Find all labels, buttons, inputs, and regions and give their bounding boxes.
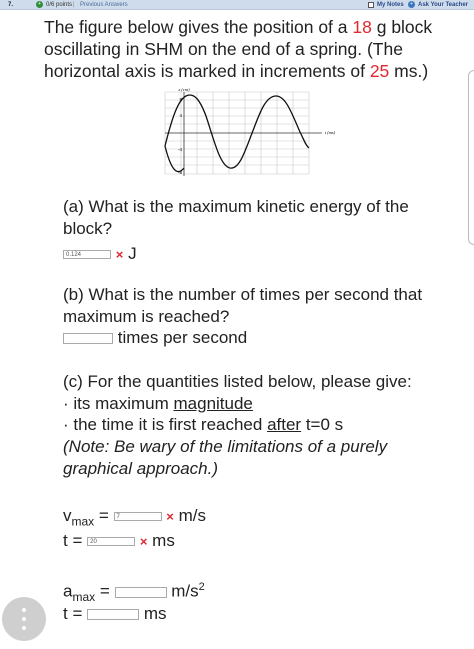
part-a-answer-input[interactable]: 0.124 [63, 250, 111, 259]
amax-unit: m/s [171, 581, 199, 601]
part-c-bullet-1 [63, 393, 443, 415]
part-b-unit: times per second [117, 328, 248, 347]
t2-row [63, 603, 443, 625]
vmax-label: v [63, 506, 72, 525]
t2-label: t = [63, 604, 88, 623]
y-tick-neg8: -8 [177, 170, 182, 175]
points-status-icon: + [36, 1, 43, 8]
part-a-unit: J [128, 244, 137, 263]
bullet-2-underlined: after [267, 415, 302, 434]
bullet-1-text: · its maximum [63, 394, 174, 413]
increment-value: 25 [369, 61, 390, 81]
part-a-question: (a) What is the maximum kinetic energy of the block? [63, 197, 409, 238]
vmax-subscript: max [71, 514, 95, 529]
vmax-row [63, 505, 443, 532]
previous-answers-link[interactable]: Previous Answers [80, 2, 128, 8]
vmax-equals: = [94, 506, 114, 525]
ask-teacher-link[interactable]: Ask Your Teacher [418, 2, 469, 8]
t2-answer-input[interactable] [87, 609, 139, 620]
amax-subscript: max [72, 590, 96, 605]
intro-text-1: The figure below gives the position of a [44, 17, 353, 37]
separator: | [73, 2, 75, 8]
t1-answer-input[interactable]: 20 [87, 537, 135, 546]
vmax-answer-input[interactable]: 7 [114, 512, 162, 521]
part-b-answer-input[interactable] [63, 333, 113, 344]
intro-text-2: g block oscillating in SHM on the end of a spring. (The horizontal axis is marked in increments of [44, 17, 433, 81]
bullet-2-end: t=0 s [301, 415, 344, 434]
mass-value: 18 [352, 17, 372, 37]
question-intro [44, 16, 454, 82]
y-tick-4: 4 [179, 113, 182, 118]
y-tick-8: 8 [179, 97, 182, 102]
amax-answer-input[interactable] [115, 587, 167, 598]
t1-unit: ms [152, 531, 175, 550]
bullet-1-underlined: magnitude [173, 394, 253, 413]
points-label: 0/6 points [46, 2, 73, 8]
my-notes-checkbox[interactable] [368, 2, 374, 8]
incorrect-icon: × [139, 534, 148, 549]
question-number: 7. [8, 2, 14, 8]
question-header-bar [0, 0, 474, 10]
ask-teacher-icon[interactable]: + [408, 1, 415, 8]
amax-label: a [63, 581, 73, 601]
part-c-intro: (c) For the quantities listed below, please give: [63, 372, 412, 391]
position-time-graph [162, 88, 342, 180]
t2-unit: ms [143, 604, 167, 623]
t1-row [63, 530, 443, 553]
bullet-2-text: · the time it is first reached [63, 415, 268, 434]
part-b-answer-row [63, 327, 443, 349]
amax-equals: = [95, 581, 115, 601]
part-b-question: (b) What is the number of times per second that maximum is reached? [63, 285, 423, 326]
amax-unit-sup: 2 [198, 581, 205, 593]
intro-text-3: ms.) [389, 61, 429, 81]
incorrect-icon: × [115, 247, 124, 262]
my-notes-link[interactable]: My Notes [377, 2, 404, 8]
incorrect-icon: × [166, 509, 174, 524]
more-dots-icon[interactable] [2, 597, 46, 641]
y-axis-label: x (cm) [178, 88, 190, 92]
y-tick-neg4: -4 [177, 147, 182, 152]
t1-label: t = [63, 531, 88, 550]
part-c-bullet-2 [63, 414, 443, 436]
vmax-unit: m/s [178, 506, 206, 525]
x-axis-label: t (ms) [324, 130, 336, 135]
part-a-answer-row [63, 243, 443, 266]
part-c-note: (Note: Be wary of the limitations of a purely graphical approach.) [63, 437, 388, 478]
scroll-handle[interactable] [468, 70, 474, 245]
